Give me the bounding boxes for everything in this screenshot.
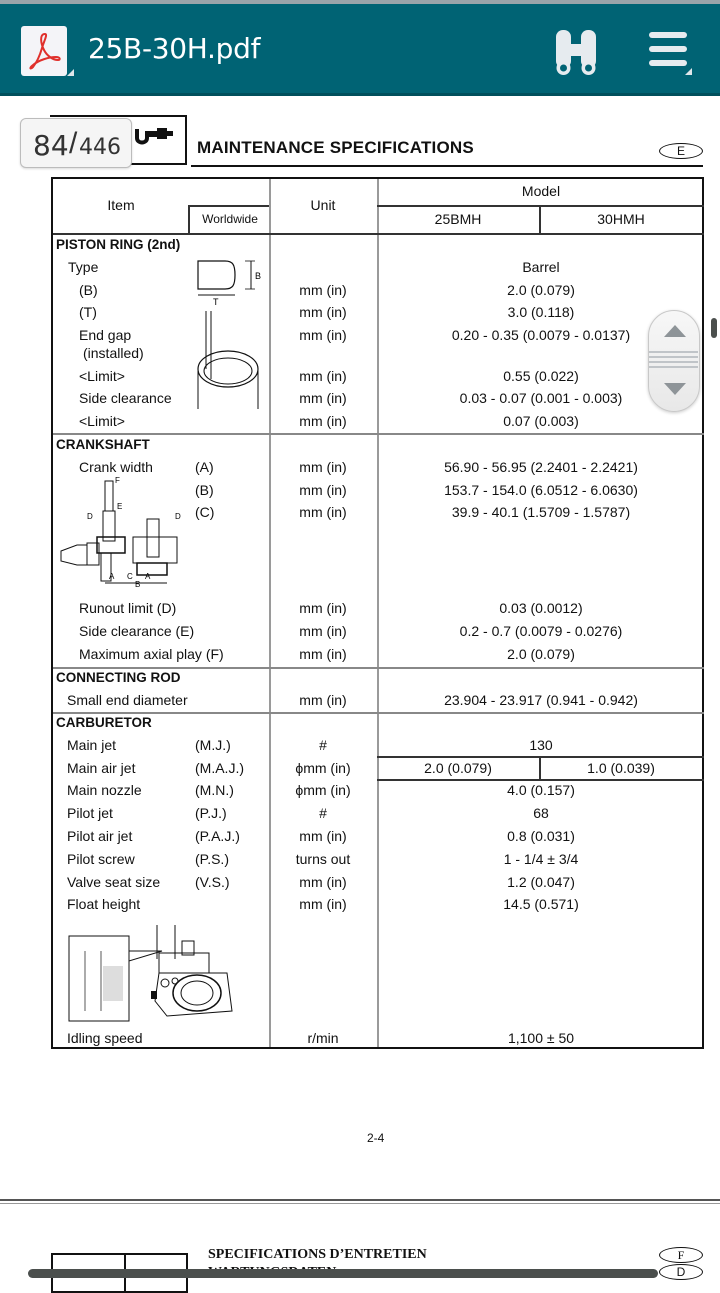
dropdown-corner-icon [67, 69, 74, 76]
row-value: 0.55 (0.022) [503, 368, 579, 384]
page-number: 2-4 [367, 1131, 385, 1145]
row-unit: ϕmm (in) [295, 760, 351, 776]
row-value: Barrel [522, 259, 560, 275]
row-unit: mm (in) [299, 874, 347, 890]
row-code: (M.N.) [195, 782, 234, 798]
row-item: Idling speed [67, 1030, 143, 1046]
row-item: Main air jet [67, 760, 136, 776]
row-value: 1.2 (0.047) [507, 874, 575, 890]
crankshaft-diagram [57, 475, 187, 587]
row-unit: mm (in) [299, 459, 347, 475]
row-unit: mm (in) [299, 368, 347, 384]
row-item: Crank width [79, 459, 153, 475]
svg-text:B: B [255, 271, 262, 281]
row-value: 2.0 (0.079) [507, 646, 575, 662]
search-button[interactable] [550, 28, 602, 80]
row-unit: mm (in) [299, 600, 347, 616]
row-item: Main nozzle [67, 782, 142, 798]
col-header-worldwide: Worldwide [202, 212, 258, 226]
svg-text:C: C [127, 572, 133, 581]
row-unit: ϕmm (in) [295, 782, 351, 798]
row-value-30hmh: 1.0 (0.039) [587, 760, 655, 776]
svg-text:F: F [115, 476, 120, 485]
app-bar [0, 4, 720, 96]
row-unit: mm (in) [299, 646, 347, 662]
row-value: 14.5 (0.571) [503, 896, 579, 912]
row-item: (installed) [83, 345, 144, 361]
zoom-in-arrow-icon[interactable] [664, 325, 686, 337]
svg-text:A: A [109, 572, 115, 581]
row-code: (M.J.) [195, 737, 231, 753]
row-unit: r/min [307, 1030, 339, 1046]
current-page: 84 [33, 129, 69, 162]
row-item: <Limit> [79, 413, 125, 429]
row-item: Type [68, 259, 99, 275]
row-item: Float height [67, 896, 141, 912]
row-unit: mm (in) [299, 896, 347, 912]
row-item: <Limit> [79, 368, 125, 384]
zoom-control[interactable] [648, 310, 700, 412]
row-item: Runout limit (D) [79, 600, 177, 616]
row-item: Small end diameter [67, 692, 188, 708]
row-unit: turns out [295, 851, 351, 867]
row-item: Side clearance (E) [79, 623, 195, 639]
micrometer-icon [135, 126, 175, 153]
dropdown-corner-icon [685, 68, 692, 75]
row-value: 0.03 - 0.07 (0.001 - 0.003) [459, 390, 623, 406]
svg-text:T: T [213, 297, 219, 307]
row-code: (C) [195, 504, 215, 520]
row-value: 1 - 1/4 ± 3/4 [503, 851, 579, 867]
row-value: 0.07 (0.003) [503, 413, 579, 429]
row-item: Maximum axial play (F) [79, 646, 224, 662]
row-item: Pilot screw [67, 851, 135, 867]
col-header-unit: Unit [310, 197, 336, 213]
row-value: 2.0 (0.079) [507, 282, 575, 298]
row-unit: # [319, 737, 327, 753]
col-header-item: Item [107, 197, 135, 213]
svg-text:A: A [145, 572, 151, 581]
svg-text:D: D [175, 512, 181, 521]
row-value: 0.2 - 0.7 (0.0079 - 0.0276) [459, 623, 623, 639]
row-unit: mm (in) [299, 692, 347, 708]
page-separator-line [0, 1199, 720, 1201]
row-value: 0.8 (0.031) [507, 828, 575, 844]
row-code: (P.J.) [195, 805, 227, 821]
row-unit: mm (in) [299, 304, 347, 320]
section-header: CARBURETOR [56, 715, 152, 730]
total-pages: 446 [79, 135, 121, 160]
row-item: Valve seat size [67, 874, 161, 890]
row-code: (V.S.) [195, 874, 230, 890]
overflow-menu-button[interactable] [645, 28, 697, 80]
col-header-model: Model [521, 183, 561, 199]
row-value: 4.0 (0.157) [507, 782, 575, 798]
language-badge: D [659, 1264, 703, 1280]
row-value: 130 [529, 737, 553, 753]
row-unit: # [319, 805, 327, 821]
row-unit: mm (in) [299, 828, 347, 844]
row-unit: mm (in) [299, 413, 347, 429]
next-page-title: SPECIFICATIONS D’ENTRETIEN [208, 1247, 427, 1262]
row-item: (T) [79, 304, 97, 320]
row-value-25bmh: 2.0 (0.079) [424, 760, 492, 776]
row-item: Side clearance [79, 390, 172, 406]
svg-text:B: B [135, 580, 141, 587]
title-rule [191, 165, 703, 167]
row-unit: mm (in) [299, 282, 347, 298]
binoculars-icon [550, 28, 602, 80]
row-value: 0.20 - 0.35 (0.0079 - 0.0137) [451, 327, 631, 343]
row-item: End gap [79, 327, 132, 343]
model-30hmh: 30HMH [597, 211, 645, 227]
svg-text:E: E [117, 502, 123, 511]
horizontal-scrollbar[interactable] [28, 1269, 658, 1278]
row-value: 68 [533, 805, 549, 821]
section-header: CRANKSHAFT [56, 437, 150, 452]
zoom-out-arrow-icon[interactable] [664, 383, 686, 395]
row-value: 153.7 - 154.0 (6.0512 - 6.0630) [444, 482, 638, 498]
row-item: Pilot air jet [67, 828, 133, 844]
row-value: 1,100 ± 50 [507, 1030, 575, 1046]
carburetor-diagram [67, 921, 257, 1026]
row-code: (M.A.J.) [195, 760, 244, 776]
row-value: 0.03 (0.0012) [499, 600, 583, 616]
row-value: 23.904 - 23.917 (0.941 - 0.942) [444, 692, 638, 708]
row-unit: mm (in) [299, 504, 347, 520]
row-value: 39.9 - 40.1 (1.5709 - 1.5787) [451, 504, 631, 520]
spec-table [51, 177, 704, 1049]
row-value: 56.90 - 56.95 (2.2401 - 2.2421) [444, 459, 638, 475]
row-item: (B) [79, 282, 98, 298]
document-title: 25B-30H.pdf [88, 32, 261, 65]
row-code: (P.S.) [195, 851, 229, 867]
row-code: (B) [195, 482, 214, 498]
page-separator: / [69, 127, 78, 160]
section-header: PISTON RING (2nd) [56, 237, 181, 252]
section-title: MAINTENANCE SPECIFICATIONS [197, 138, 474, 157]
page-separator-line [0, 1203, 720, 1204]
vertical-scrollbar[interactable] [711, 318, 717, 338]
page-indicator[interactable] [20, 118, 132, 168]
model-25bmh: 25BMH [434, 211, 482, 227]
section-header: CONNECTING ROD [56, 670, 181, 685]
row-item: Main jet [67, 737, 117, 753]
row-value: 3.0 (0.118) [507, 304, 575, 320]
svg-text:D: D [87, 512, 93, 521]
pdf-page[interactable] [0, 99, 720, 1199]
language-badge: F [659, 1247, 703, 1263]
row-unit: mm (in) [299, 623, 347, 639]
row-unit: mm (in) [299, 390, 347, 406]
row-item: Pilot jet [67, 805, 113, 821]
row-unit: mm (in) [299, 482, 347, 498]
row-unit: mm (in) [299, 327, 347, 343]
piston-ring-diagram [193, 259, 268, 429]
row-code: (P.A.J.) [195, 828, 240, 844]
row-code: (A) [195, 459, 214, 475]
language-badge: E [659, 143, 703, 159]
pdf-reader-icon[interactable] [21, 26, 67, 76]
